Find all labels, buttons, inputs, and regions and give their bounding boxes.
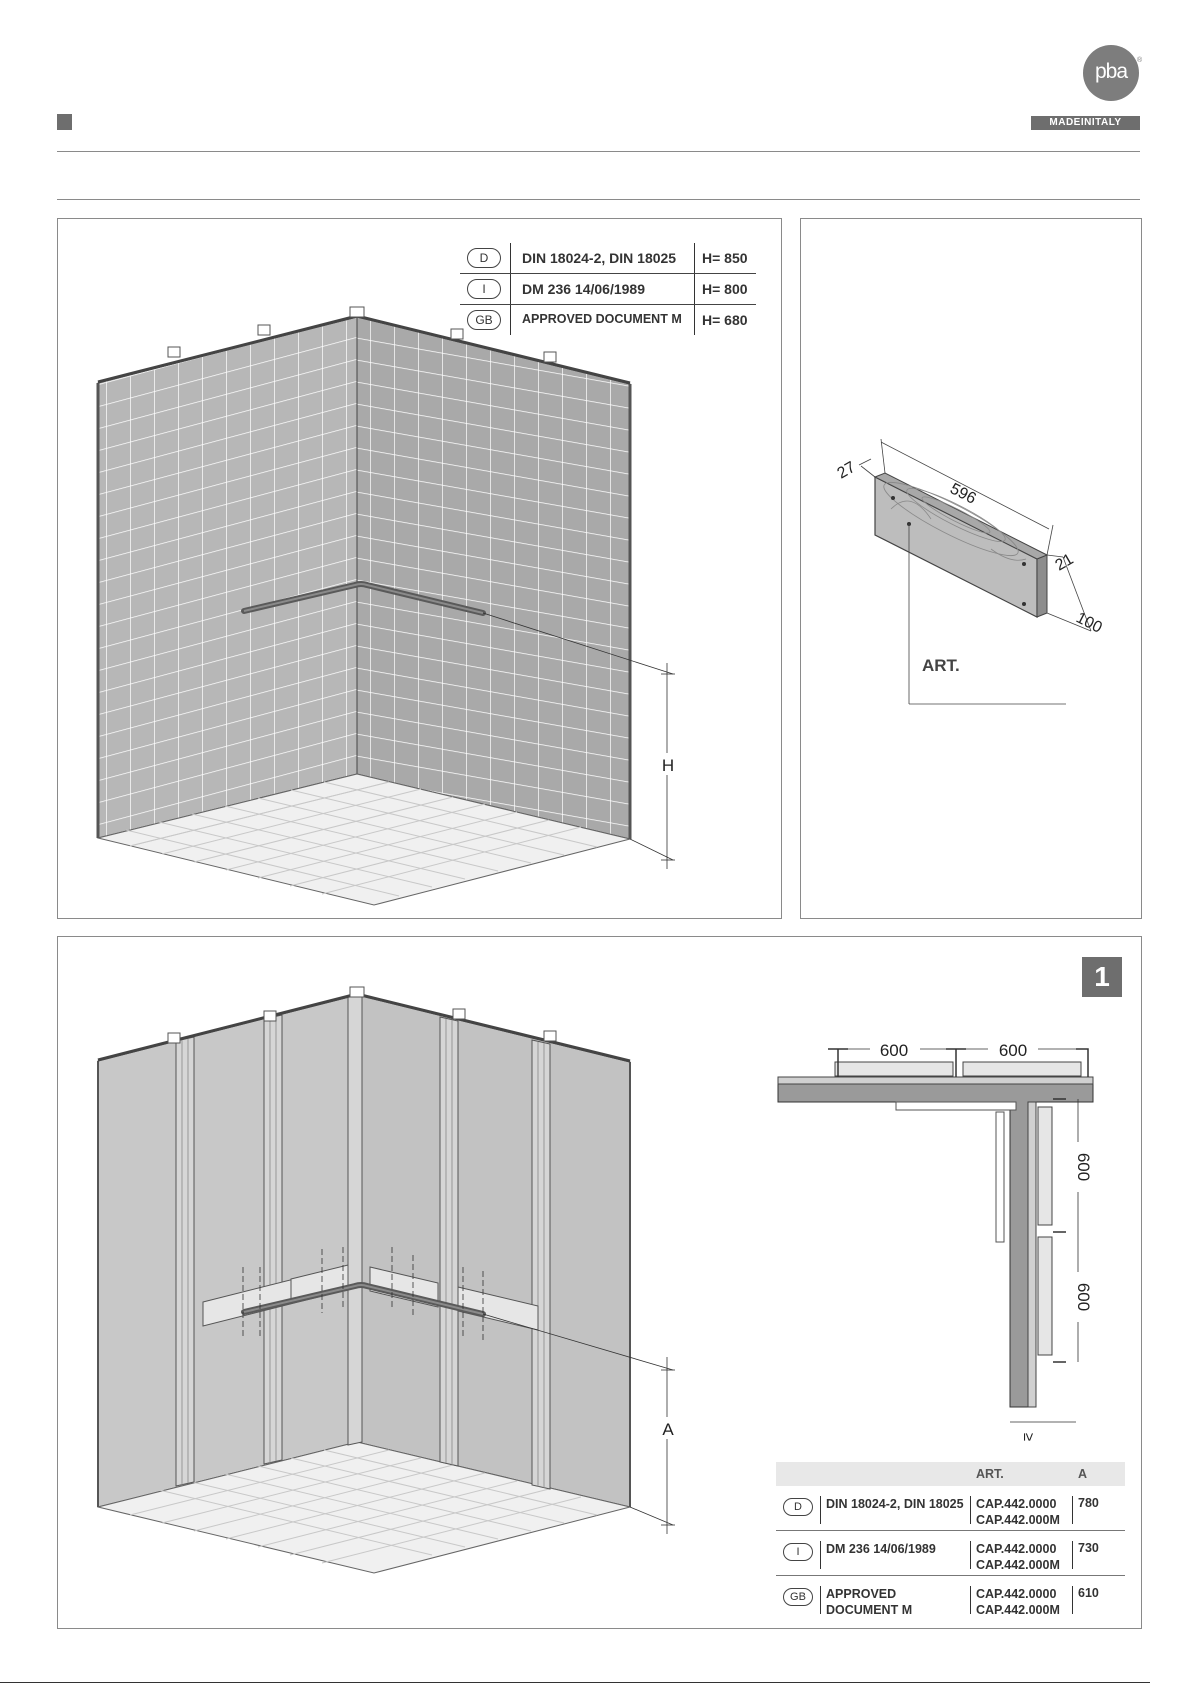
standard-name: APPROVED DOCUMENT M bbox=[522, 312, 682, 326]
footer-line bbox=[0, 1682, 1150, 1683]
col-a-header: A bbox=[1078, 1467, 1088, 1481]
table-row bbox=[776, 1531, 1125, 1576]
plan-dim-top-2: 600 bbox=[998, 1041, 1028, 1060]
section-marker bbox=[57, 114, 72, 130]
made-in-italy-label: MADEINITALY bbox=[1031, 116, 1140, 130]
a-value: 610 bbox=[1078, 1586, 1099, 1600]
article-code: CAP.442.000M bbox=[976, 1558, 1060, 1572]
standards-table bbox=[460, 243, 756, 335]
board-illustration bbox=[801, 219, 1141, 918]
dim-width: 100 bbox=[1073, 609, 1105, 637]
standard-row bbox=[460, 243, 756, 274]
divider-top bbox=[57, 151, 1140, 152]
dim-depth: 21 bbox=[1052, 550, 1077, 575]
standard-name: DM 236 14/06/1989 bbox=[522, 281, 645, 297]
dim-a-label: A bbox=[662, 1420, 674, 1439]
country-code: D bbox=[783, 1498, 813, 1516]
country-code: GB bbox=[467, 310, 501, 330]
standard-name: DIN 18024-2, DIN 18025 bbox=[522, 250, 677, 266]
standard-row bbox=[460, 274, 756, 305]
article-table bbox=[776, 1462, 1125, 1620]
article-code: CAP.442.000M bbox=[976, 1513, 1060, 1527]
table-header bbox=[776, 1462, 1125, 1486]
table-row bbox=[776, 1486, 1125, 1531]
article-code: CAP.442.0000 bbox=[976, 1542, 1057, 1556]
table-row bbox=[776, 1576, 1125, 1620]
standard-name: DM 236 14/06/1989 bbox=[826, 1542, 936, 1556]
height-value: H= 800 bbox=[702, 281, 748, 297]
standard-name-line: APPROVED bbox=[826, 1587, 897, 1601]
pba-logo bbox=[1083, 45, 1139, 101]
height-value: H= 850 bbox=[702, 250, 748, 266]
dim-length: 596 bbox=[947, 480, 979, 508]
plan-dim-side-1: 600 bbox=[1074, 1152, 1093, 1182]
plan-dim-side-2: 600 bbox=[1074, 1282, 1093, 1312]
article-code: CAP.442.0000 bbox=[976, 1497, 1057, 1511]
article-code: CAP.442.0000 bbox=[976, 1587, 1057, 1601]
plan-section-drawing bbox=[778, 1041, 1093, 1441]
step-number-badge: 1 bbox=[1082, 957, 1122, 997]
plan-min-label: ≥ bbox=[1020, 1432, 1037, 1442]
panel-board-detail bbox=[800, 218, 1142, 919]
height-value: H= 680 bbox=[702, 312, 748, 328]
standard-row bbox=[460, 305, 756, 335]
country-code: D bbox=[467, 248, 501, 268]
country-code: I bbox=[467, 279, 501, 299]
standard-name: DIN 18024-2, DIN 18025 bbox=[826, 1497, 964, 1511]
dim-thickness: 27 bbox=[834, 458, 859, 483]
logo-text: pba bbox=[1094, 60, 1128, 83]
country-code: GB bbox=[783, 1588, 813, 1606]
a-value: 780 bbox=[1078, 1496, 1099, 1510]
a-value: 730 bbox=[1078, 1541, 1099, 1555]
divider-bottom bbox=[57, 199, 1140, 200]
col-art-header: ART. bbox=[976, 1467, 1004, 1481]
article-code: CAP.442.000M bbox=[976, 1603, 1060, 1617]
plan-dim-top-1: 600 bbox=[879, 1041, 909, 1060]
art-label: ART. bbox=[922, 656, 960, 675]
country-code: I bbox=[783, 1543, 813, 1561]
registered-mark: ® bbox=[1137, 57, 1143, 64]
dim-h-label: H bbox=[661, 756, 675, 775]
standard-name-line: DOCUMENT M bbox=[826, 1603, 913, 1617]
